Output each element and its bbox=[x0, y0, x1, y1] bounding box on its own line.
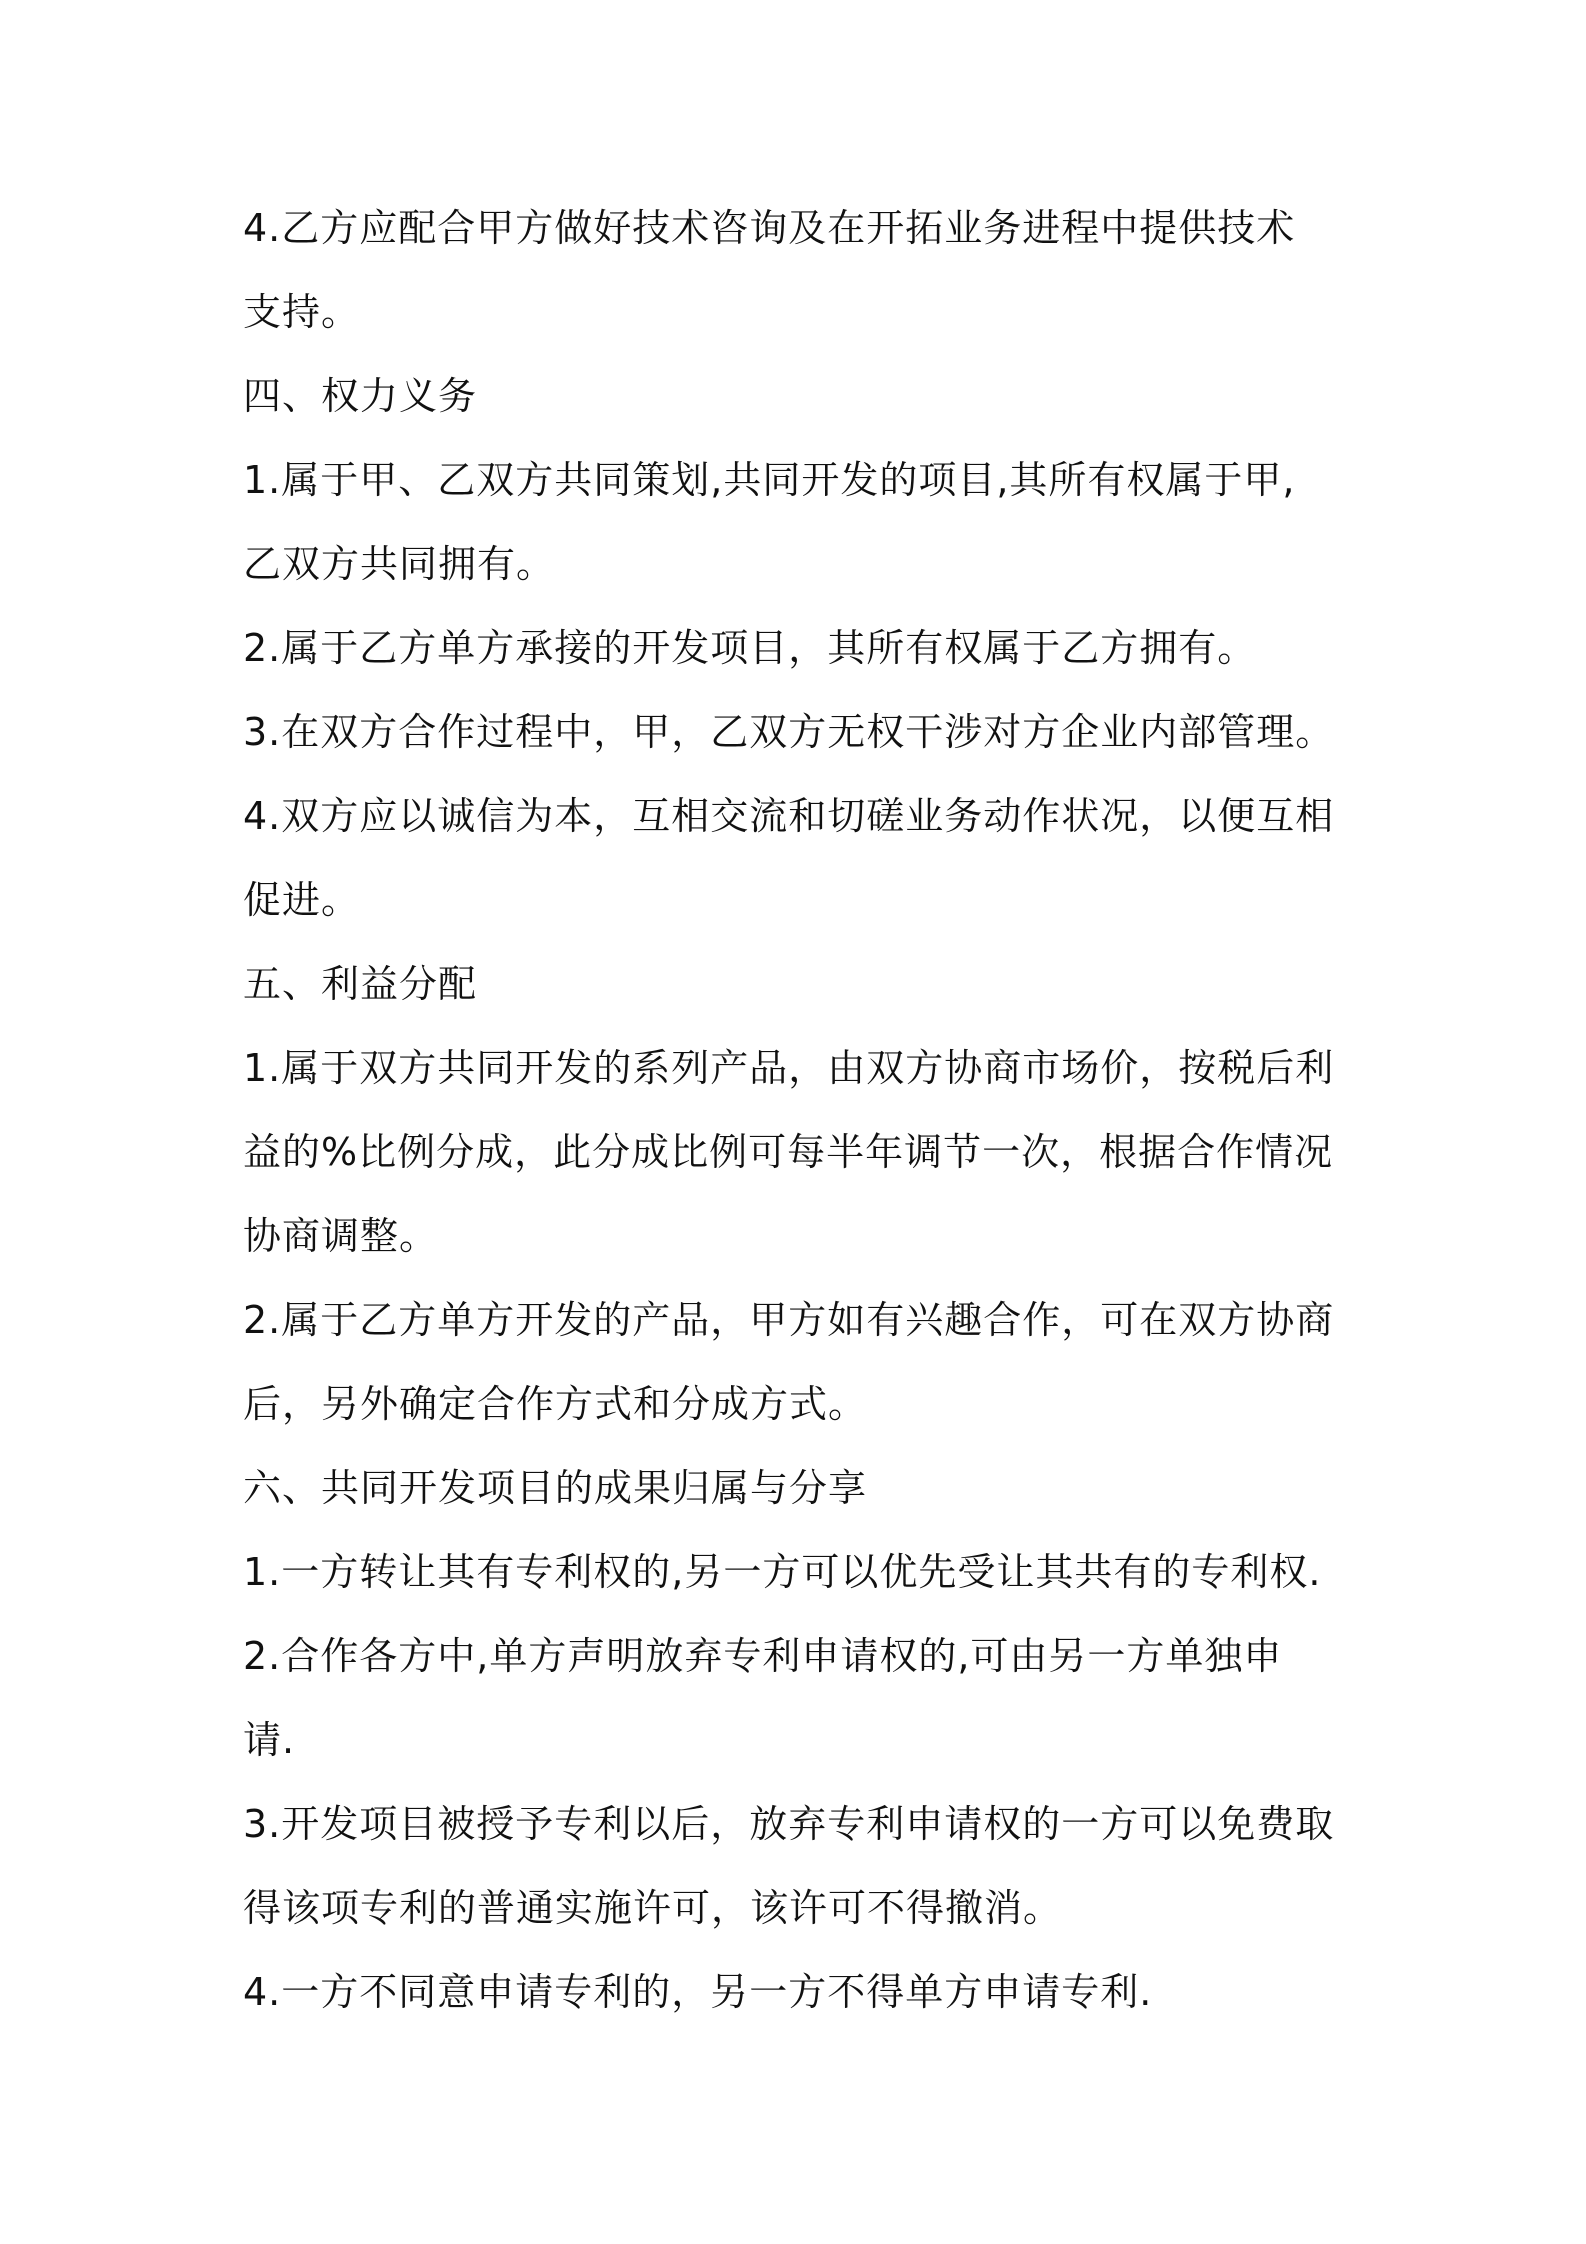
section-heading: 五、利益分配 bbox=[243, 962, 478, 1006]
text-line: 2.合作各方中,单方声明放弃专利申请权的,可由另一方单独申 bbox=[243, 1634, 1283, 1678]
text-line: 请. bbox=[243, 1718, 296, 1762]
text-line: 促进。 bbox=[243, 878, 361, 922]
text-line: 协商调整。 bbox=[243, 1214, 439, 1258]
text-line: 2.属于乙方单方开发的产品，甲方如有兴趣合作，可在双方协商 bbox=[243, 1298, 1335, 1342]
text-line: 后，另外确定合作方式和分成方式。 bbox=[243, 1382, 868, 1426]
text-line: 支持。 bbox=[243, 290, 361, 334]
text-line: 得该项专利的普通实施许可，该许可不得撤消。 bbox=[243, 1886, 1063, 1930]
text-line: 乙双方共同拥有。 bbox=[243, 542, 556, 586]
text-line: 4.一方不同意申请专利的，另一方不得单方申请专利. bbox=[243, 1970, 1153, 2014]
text-line: 4.双方应以诚信为本，互相交流和切磋业务动作状况，以便互相 bbox=[243, 794, 1335, 838]
section-heading: 四、权力义务 bbox=[243, 374, 478, 418]
text-line: 4.乙方应配合甲方做好技术咨询及在开拓业务进程中提供技术 bbox=[243, 206, 1296, 250]
text-line: 1.属于甲、乙双方共同策划,共同开发的项目,其所有权属于甲, bbox=[243, 458, 1296, 502]
text-line: 1.属于双方共同开发的系列产品，由双方协商市场价，按税后利 bbox=[243, 1046, 1335, 1090]
document-body bbox=[243, 186, 1363, 2034]
text-line: 3.开发项目被授予专利以后，放弃专利申请权的一方可以免费取 bbox=[243, 1802, 1335, 1846]
section-heading: 六、共同开发项目的成果归属与分享 bbox=[243, 1466, 868, 1510]
text-line: 2.属于乙方单方承接的开发项目，其所有权属于乙方拥有。 bbox=[243, 626, 1257, 670]
text-line: 益的%比例分成，此分成比例可每半年调节一次，根据合作情况 bbox=[243, 1130, 1334, 1174]
text-line: 1.一方转让其有专利权的,另一方可以优先受让其共有的专利权. bbox=[243, 1550, 1322, 1594]
text-line: 3.在双方合作过程中，甲，乙双方无权干涉对方企业内部管理。 bbox=[243, 710, 1335, 754]
